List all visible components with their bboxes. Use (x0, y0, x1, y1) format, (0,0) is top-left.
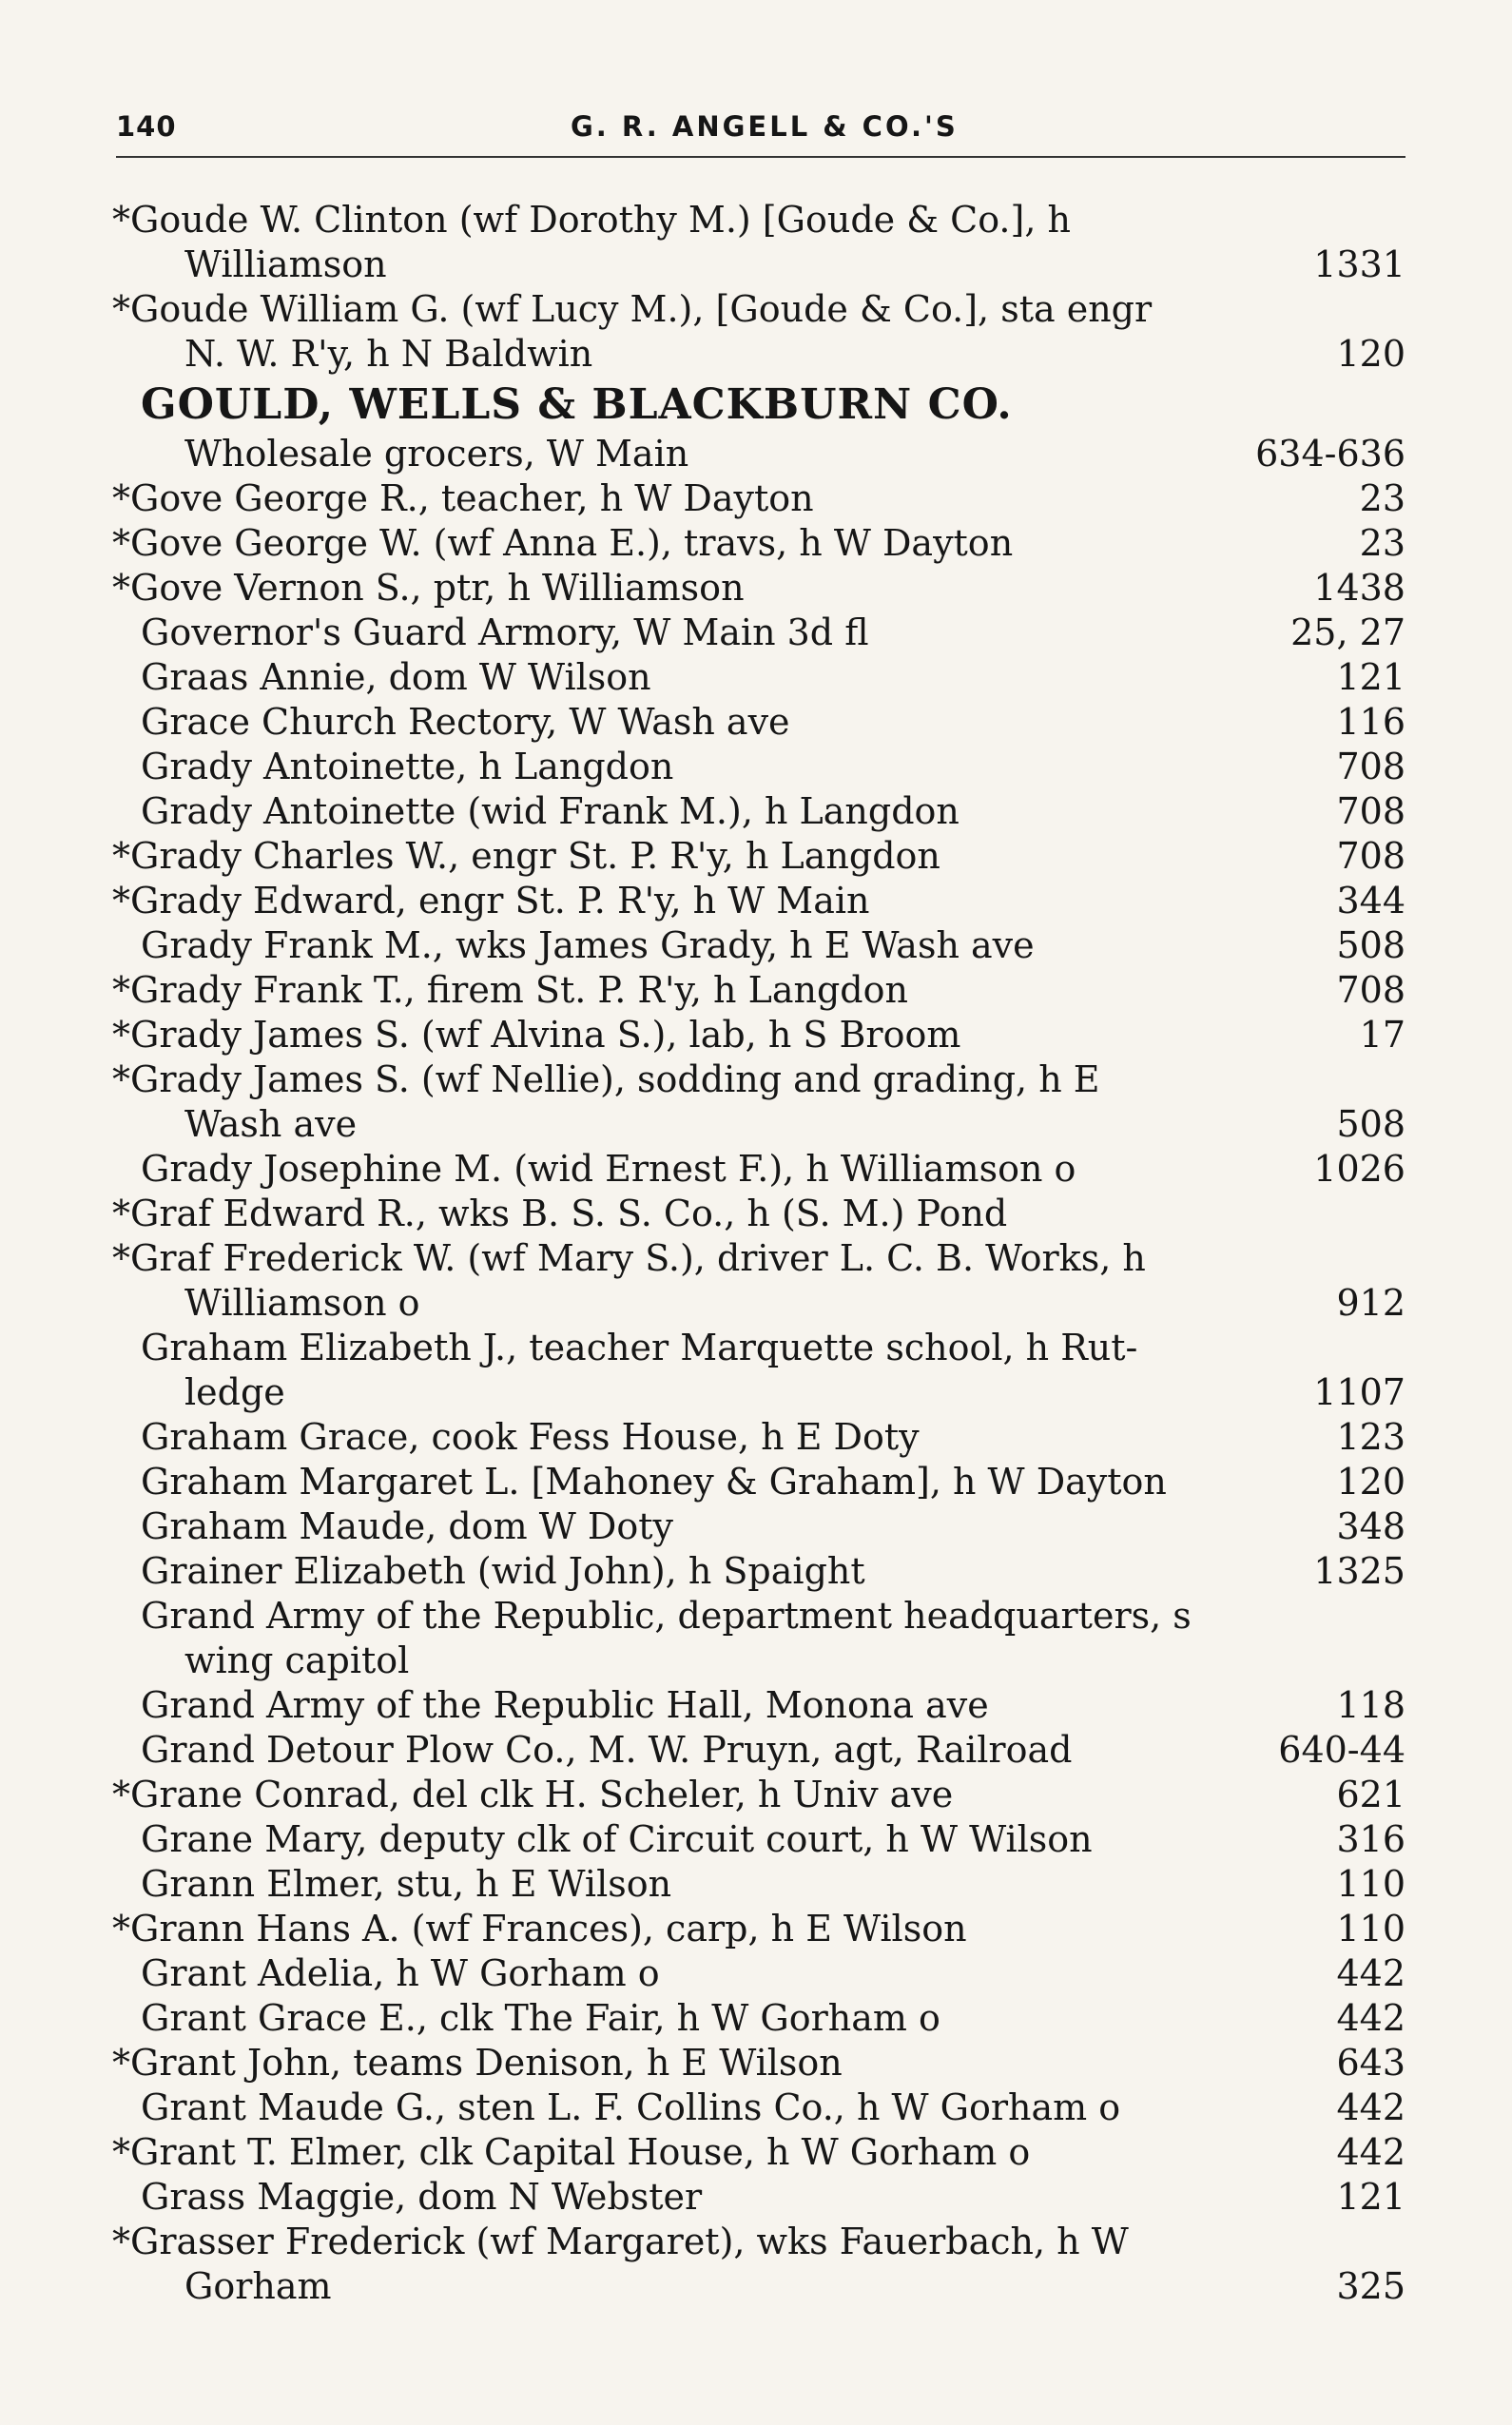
entry-line (112, 1951, 1405, 1996)
directory-entry (112, 968, 1405, 1013)
entry-text: Grand Army of the Republic, department headquarters, s (141, 1595, 1192, 1637)
entry-text: Graham Maude, dom W Doty (141, 1505, 673, 1547)
entry-line (112, 1817, 1405, 1862)
entry-text: *Grant T. Elmer, clk Capital House, h W Gorham o (112, 2131, 1031, 2173)
house-number: 316 (1336, 1818, 1405, 1860)
entry-line (112, 1370, 1405, 1415)
entry-text: *Graf Frederick W. (wf Mary S.), driver L. C. B. Works, h (112, 1237, 1146, 1279)
entry-text: Graham Margaret L. [Mahoney & Graham], h W Dayton (141, 1461, 1167, 1503)
entry-line (112, 1549, 1405, 1594)
house-number: 1438 (1313, 567, 1405, 609)
directory-entry (112, 1013, 1405, 1057)
directory-entry (112, 1996, 1405, 2041)
entry-text: Grady Antoinette (wid Frank M.), h Langdon (141, 790, 960, 832)
entry-line (112, 432, 1405, 476)
directory-entry (112, 1415, 1405, 1460)
entry-text: Grainer Elizabeth (wid John), h Spaight (141, 1550, 865, 1592)
entry-line (112, 1281, 1405, 1326)
entry-text: N. W. R'y, h N Baldwin (184, 333, 593, 375)
house-number: 110 (1336, 1863, 1405, 1905)
entry-line (112, 1773, 1405, 1817)
entry-line (112, 1236, 1405, 1281)
entry-line (112, 521, 1405, 566)
entry-text: *Graf Edward R., wks B. S. S. Co., h (S. M.) Pond (112, 1193, 1008, 1234)
entry-text: Grann Elmer, stu, h E Wilson (141, 1863, 672, 1905)
entry-line (112, 968, 1405, 1013)
entry-line (112, 1460, 1405, 1504)
entry-line (112, 1594, 1405, 1639)
house-number: 708 (1336, 746, 1405, 787)
entry-line (112, 1907, 1405, 1951)
entry-text: Gorham (184, 2265, 332, 2307)
entry-line (112, 242, 1405, 287)
entry-line (112, 1504, 1405, 1549)
house-number: 640-44 (1278, 1729, 1405, 1771)
directory-entry (112, 2130, 1405, 2175)
entry-line (112, 700, 1405, 745)
entry-text: Grady Josephine M. (wid Ernest F.), h Williamson o (141, 1148, 1076, 1190)
entry-text: *Gove George R., teacher, h W Dayton (112, 477, 814, 519)
house-number: 348 (1336, 1505, 1405, 1547)
entry-line (112, 1996, 1405, 2041)
entry-text: Williamson o (184, 1282, 420, 1324)
entry-line (112, 1102, 1405, 1147)
entry-text: Grass Maggie, dom N Webster (141, 2176, 703, 2218)
entry-text: Grant Grace E., clk The Fair, h W Gorham o (141, 1997, 940, 2039)
entry-text: Grace Church Rectory, W Wash ave (141, 701, 790, 743)
house-number: 442 (1336, 2086, 1405, 2128)
directory-entry (112, 655, 1405, 700)
directory-entry (112, 2041, 1405, 2086)
entry-line (112, 611, 1405, 655)
house-number: 708 (1336, 790, 1405, 832)
directory-entry (112, 745, 1405, 789)
entry-text: *Grady James S. (wf Alvina S.), lab, h S Broom (112, 1014, 961, 1056)
house-number: 912 (1336, 1282, 1405, 1324)
house-number: 325 (1336, 2265, 1405, 2307)
directory-entry (112, 287, 1405, 377)
house-number: 120 (1336, 333, 1405, 375)
directory-entry (112, 1236, 1405, 1326)
directory-entry (112, 1907, 1405, 1951)
entry-line (112, 2086, 1405, 2130)
entry-line (112, 1862, 1405, 1907)
entry-text: *Goude William G. (wf Lucy M.), [Goude & Co.], sta engr (112, 288, 1153, 330)
entry-line (112, 2041, 1405, 2086)
entry-line (112, 1013, 1405, 1057)
house-number: 23 (1359, 522, 1405, 564)
house-number: 23 (1359, 477, 1405, 519)
directory-entry (112, 1683, 1405, 1728)
entry-text: Wholesale grocers, W Main (184, 433, 689, 475)
house-number: 25, 27 (1290, 611, 1405, 653)
house-number: 621 (1336, 1774, 1405, 1815)
entry-line (112, 476, 1405, 521)
directory-entry (112, 1504, 1405, 1549)
entry-text: *Grady James S. (wf Nellie), sodding and grading, h E (112, 1058, 1100, 1100)
house-number: 708 (1336, 835, 1405, 877)
directory-entry (112, 1549, 1405, 1594)
house-number: 643 (1336, 2042, 1405, 2084)
house-number: 442 (1336, 1997, 1405, 2039)
entry-text: *Grasser Frederick (wf Margaret), wks Fauerbach, h W (112, 2221, 1129, 2262)
entry-line (112, 1192, 1405, 1236)
directory-entry (112, 1326, 1405, 1415)
entry-line (112, 1415, 1405, 1460)
entry-text: Grady Antoinette, h Langdon (141, 746, 674, 787)
house-number: 110 (1336, 1908, 1405, 1950)
entry-line (112, 2264, 1405, 2309)
page-header (116, 107, 1405, 148)
directory-entry (112, 611, 1405, 655)
house-number: 442 (1336, 2131, 1405, 2173)
house-number: 121 (1336, 2176, 1405, 2218)
entry-text: *Grant John, teams Denison, h E Wilson (112, 2042, 843, 2084)
entry-text: *Grane Conrad, del clk H. Scheler, h Univ ave (112, 1774, 954, 1815)
house-number: 120 (1336, 1461, 1405, 1503)
directory-entry (112, 1728, 1405, 1773)
entry-text: Governor's Guard Armory, W Main 3d fl (141, 611, 869, 653)
entry-text: *Grann Hans A. (wf Frances), carp, h E Wilson (112, 1908, 967, 1950)
entry-text: Wash ave (184, 1103, 358, 1145)
house-number: 1026 (1313, 1148, 1405, 1190)
entry-line (112, 2220, 1405, 2264)
house-number: 116 (1336, 701, 1405, 743)
entry-text: Graham Grace, cook Fess House, h E Doty (141, 1416, 920, 1458)
directory-entry (112, 1773, 1405, 1817)
directory-entry (112, 1817, 1405, 1862)
entry-text: Grand Army of the Republic Hall, Monona ave (141, 1684, 989, 1726)
directory-entry (112, 1951, 1405, 1996)
entry-text: *Grady Charles W., engr St. P. R'y, h Langdon (112, 835, 940, 877)
entry-line (112, 745, 1405, 789)
entry-line (112, 1147, 1405, 1192)
entry-line (112, 2130, 1405, 2175)
house-number: 508 (1336, 1103, 1405, 1145)
entry-text: wing capitol (184, 1639, 410, 1681)
firm-name: GOULD, WELLS & BLACKBURN CO. (141, 380, 1013, 429)
house-number: 442 (1336, 1952, 1405, 1994)
directory-entry (112, 700, 1405, 745)
directory-entry (112, 789, 1405, 834)
directory-entry (112, 2220, 1405, 2309)
entry-text: *Grady Edward, engr St. P. R'y, h W Main (112, 880, 870, 922)
entry-text: *Goude W. Clinton (wf Dorothy M.) [Goude & Co.], h (112, 199, 1071, 241)
directory-entry (112, 1862, 1405, 1907)
entry-text: Grant Adelia, h W Gorham o (141, 1952, 660, 1994)
entry-line (112, 1639, 1405, 1683)
firm-entry (112, 377, 1405, 476)
directory-entry (112, 1147, 1405, 1192)
house-number: 1325 (1313, 1550, 1405, 1592)
entry-text: Grane Mary, deputy clk of Circuit court, h W Wilson (141, 1818, 1093, 1860)
entry-line (112, 198, 1405, 242)
directory-entry (112, 834, 1405, 879)
directory-entry (112, 2086, 1405, 2130)
house-number: 123 (1336, 1416, 1405, 1458)
directory-entry (112, 1460, 1405, 1504)
directory-entry (112, 198, 1405, 287)
entry-text: Graham Elizabeth J., teacher Marquette school, h Rut- (141, 1327, 1138, 1368)
entry-line (112, 923, 1405, 968)
house-number: 1107 (1313, 1371, 1405, 1413)
entry-line (112, 2175, 1405, 2220)
running-head: G. R. ANGELL & CO.'S (571, 110, 959, 143)
entry-text: Williamson (184, 243, 387, 285)
header-rule (116, 156, 1405, 158)
house-number: 17 (1359, 1014, 1405, 1056)
house-number: 634-636 (1255, 433, 1405, 475)
directory-entry (112, 923, 1405, 968)
directory-entry (112, 476, 1405, 521)
entry-text: Grand Detour Plow Co., M. W. Pruyn, agt, Railroad (141, 1729, 1073, 1771)
entry-text: Grady Frank M., wks James Grady, h E Wash ave (141, 924, 1035, 966)
directory-entry (112, 521, 1405, 566)
house-number: 121 (1336, 656, 1405, 698)
entry-line (112, 1326, 1405, 1370)
directory-entry (112, 566, 1405, 611)
entry-line (112, 655, 1405, 700)
entry-line (112, 1683, 1405, 1728)
entry-line (112, 1728, 1405, 1773)
entry-line (112, 834, 1405, 879)
entry-text: *Gove Vernon S., ptr, h Williamson (112, 567, 745, 609)
entry-text: ledge (184, 1371, 285, 1413)
house-number: 708 (1336, 969, 1405, 1011)
entry-line (112, 287, 1405, 332)
entry-line (112, 1057, 1405, 1102)
directory-entry (112, 1192, 1405, 1236)
directory-entry (112, 1057, 1405, 1147)
entry-text: Grant Maude G., sten L. F. Collins Co., h W Gorham o (141, 2086, 1121, 2128)
page-number: 140 (116, 110, 177, 143)
entry-text: *Grady Frank T., firem St. P. R'y, h Langdon (112, 969, 908, 1011)
entry-line (112, 332, 1405, 377)
house-number: 1331 (1313, 243, 1405, 285)
directory-entry (112, 1594, 1405, 1683)
directory-entry (112, 879, 1405, 923)
house-number: 508 (1336, 924, 1405, 966)
house-number: 344 (1336, 880, 1405, 922)
entry-line (112, 879, 1405, 923)
directory-entries (112, 198, 1405, 2309)
house-number: 118 (1336, 1684, 1405, 1726)
entry-line (112, 789, 1405, 834)
entry-text: *Gove George W. (wf Anna E.), travs, h W Dayton (112, 522, 1014, 564)
entry-line (112, 566, 1405, 611)
directory-entry (112, 2175, 1405, 2220)
entry-text: Graas Annie, dom W Wilson (141, 656, 651, 698)
